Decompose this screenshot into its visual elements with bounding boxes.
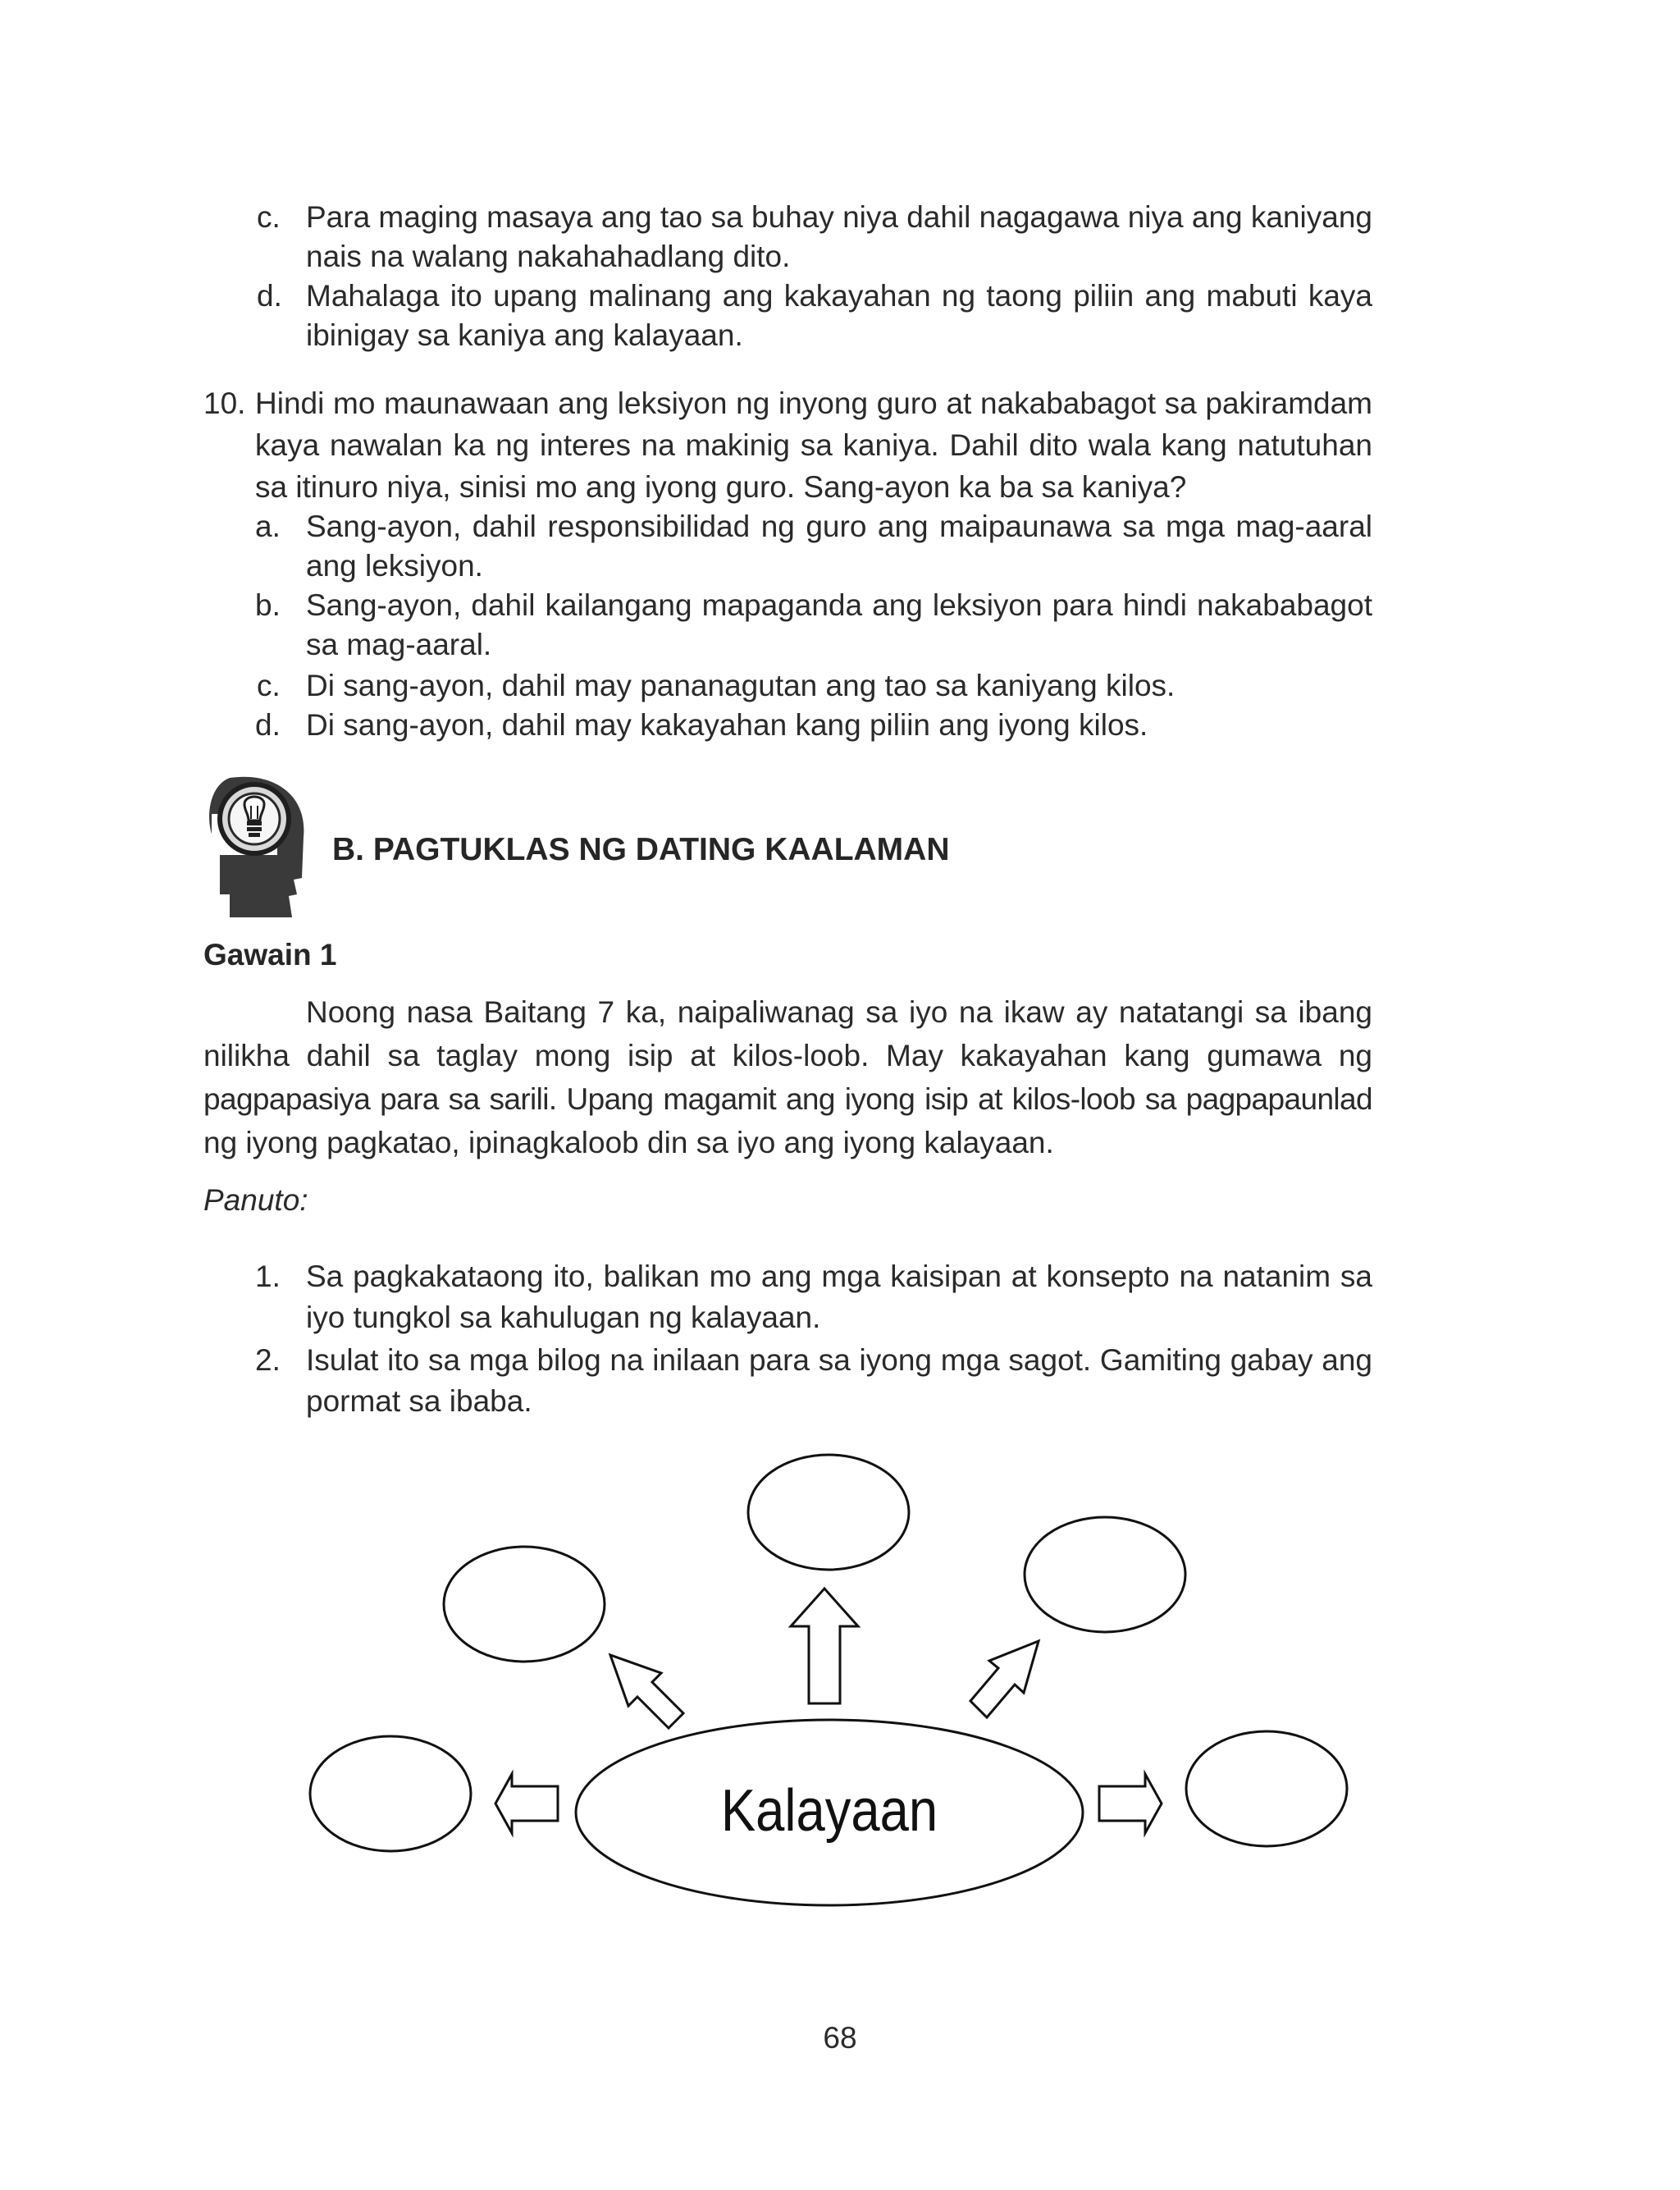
q10-a-line2: ang leksiyon. xyxy=(306,549,483,583)
arrow-up-left-icon xyxy=(610,1655,683,1728)
q9-c-line1: Para maging masaya ang tao sa buhay niya dahil nagagawa niya ang kaniyang xyxy=(306,200,1373,234)
q10-c-label: c. xyxy=(257,669,281,702)
arrow-up-icon xyxy=(791,1589,858,1703)
q9-d-label: d. xyxy=(257,279,282,313)
kalayaan-concept-map xyxy=(295,1444,1378,1936)
arrow-right-icon xyxy=(1099,1774,1162,1833)
step-2-line1: Isulat ito sa mga bilog na inilaan para sa iyong mga sagot. Gamiting gabay ang xyxy=(306,1343,1372,1377)
arrow-up-right-icon xyxy=(970,1641,1039,1717)
q9-c-label: c. xyxy=(257,200,281,234)
gawain-paragraph-line1: Noong nasa Baitang 7 ka, naipaliwanag sa iyo na ikaw ay natatangi sa ibang xyxy=(306,995,1372,1029)
q10-stem-line3: sa itinuro niya, sinisi mo ang iyong guro. Sang-ayon ka ba sa kaniya? xyxy=(255,470,1187,504)
gawain-paragraph-line4: ng iyong pagkatao, ipinagkaloob din sa iyo ang iyong kalayaan. xyxy=(203,1126,1054,1159)
q10-d-line1: Di sang-ayon, dahil may kakayahan kang piliin ang iyong kilos. xyxy=(306,708,1148,742)
head-lightbulb-icon xyxy=(197,771,312,919)
step-1-line2: iyo tungkol sa kahulugan ng kalayaan. xyxy=(306,1301,821,1334)
q9-c-line2: nais na walang nakahahadlang dito. xyxy=(306,240,791,273)
gawain-title: Gawain 1 xyxy=(203,938,337,972)
q9-d-line2: ibinigay sa kaniya ang kalayaan. xyxy=(306,318,743,352)
gawain-paragraph-line2: nilikha dahil sa taglay mong isip at kilos-loob. May kakayahan kang gumawa ng xyxy=(203,1039,1372,1072)
q10-number: 10. xyxy=(203,386,246,420)
step-1-line1: Sa pagkakataong ito, balikan mo ang mga kaisipan at konsepto na natanim sa xyxy=(306,1260,1372,1293)
answer-circle-left[interactable] xyxy=(310,1736,471,1851)
q10-a-line1: Sang-ayon, dahil responsibilidad ng guro ang maipaunawa sa mga mag-aaral xyxy=(306,510,1372,543)
q9-d-line1: Mahalaga ito upang malinang ang kakayahan ng taong piliin ang mabuti kaya xyxy=(306,279,1372,313)
q10-b-line2: sa mag-aaral. xyxy=(306,628,492,661)
answer-circle-top[interactable] xyxy=(748,1455,909,1570)
panuto-label: Panuto: xyxy=(203,1183,308,1217)
step-1-number: 1. xyxy=(255,1260,281,1293)
step-2-number: 2. xyxy=(255,1343,281,1377)
q10-stem-line2: kaya nawalan ka ng interes na makinig sa kaniya. Dahil dito wala kang natutuhan xyxy=(255,428,1372,462)
section-heading: B. PAGTUKLAS NG DATING KAALAMAN xyxy=(332,832,950,867)
arrow-left-icon xyxy=(495,1774,558,1833)
answer-circle-upper-right[interactable] xyxy=(1025,1517,1185,1632)
q10-b-line1: Sang-ayon, dahil kailangang mapaganda ang leksiyon para hindi nakababagot xyxy=(306,588,1372,622)
answer-circle-right[interactable] xyxy=(1186,1731,1347,1846)
page-number: 68 xyxy=(823,2021,857,2055)
q10-stem-line1: Hindi mo maunawaan ang leksiyon ng inyong guro at nakababagot sa pakiramdam xyxy=(255,386,1372,420)
gawain-paragraph-line3: pagpapasiya para sa sarili. Upang magamit ang iyong isip at kilos-loob sa pagpapaunlad xyxy=(203,1082,1372,1116)
q10-a-label: a. xyxy=(255,510,281,543)
q10-c-line1: Di sang-ayon, dahil may pananagutan ang tao sa kaniyang kilos. xyxy=(306,669,1176,702)
q10-d-label: d. xyxy=(255,708,281,742)
q10-b-label: b. xyxy=(255,588,281,622)
step-2-line2: pormat sa ibaba. xyxy=(306,1384,532,1418)
center-label: Kalayaan xyxy=(720,1778,938,1844)
answer-circle-upper-left[interactable] xyxy=(444,1547,605,1662)
